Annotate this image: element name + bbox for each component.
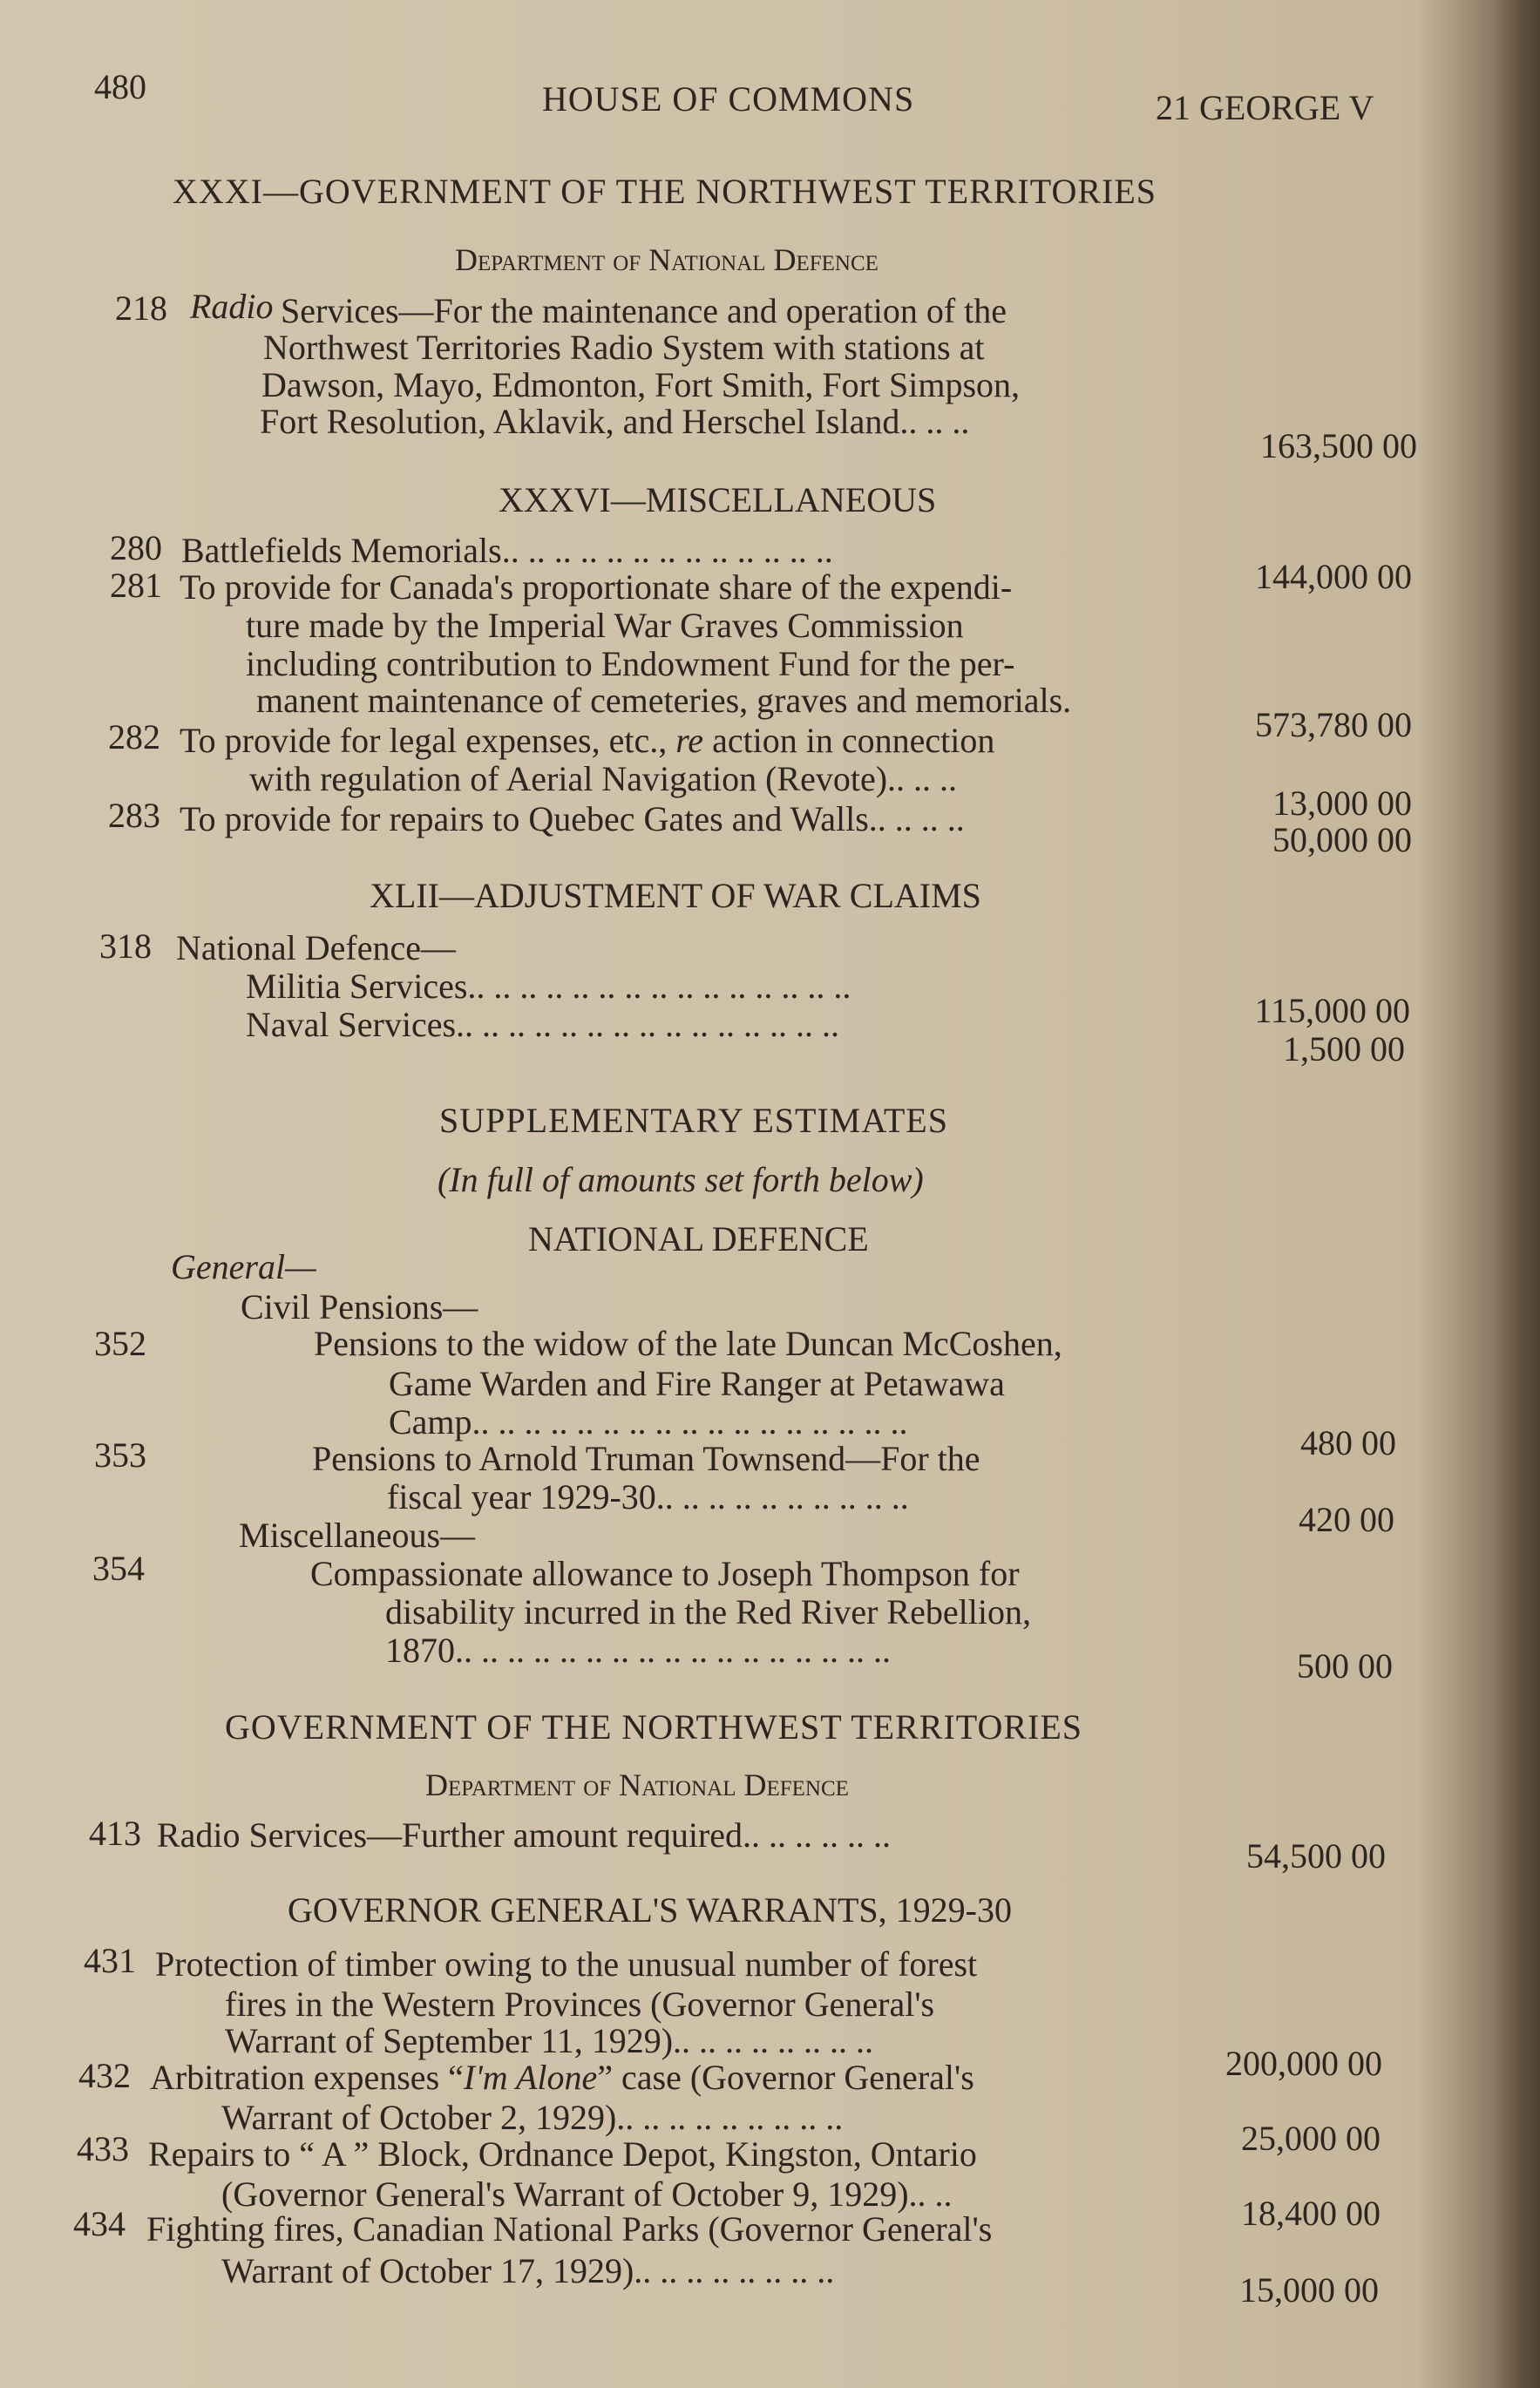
item-line: disability incurred in the Red River Rebellion, [385, 1592, 1031, 1632]
item-line: Warrant of September 11, 1929).. .. .. .. .. .. .. .. [225, 2021, 874, 2060]
item-number: 218 [115, 288, 167, 328]
section-title: XXXVI—MISCELLANEOUS [499, 480, 937, 519]
item-number: 318 [99, 926, 152, 966]
item-number: 353 [94, 1435, 146, 1475]
item-line: Pensions to the widow of the late Duncan McCoshen, [314, 1324, 1062, 1363]
supplementary-subtitle: (In full of amounts set forth below) [438, 1160, 924, 1199]
item-line: Warrant of October 17, 1929).. .. .. .. .. .. .. .. [221, 2251, 835, 2290]
item-line: Dawson, Mayo, Edmonton, Fort Smith, Fort Simpson, [261, 365, 1021, 404]
item-line: National Defence— [176, 928, 456, 967]
item-number: 281 [110, 566, 162, 605]
item-number: 434 [73, 2204, 126, 2243]
department-heading: Department of National Defence [455, 242, 879, 277]
item-number: 282 [108, 717, 160, 756]
item-number: 413 [89, 1814, 141, 1853]
amount: 573,780 00 [1255, 705, 1412, 744]
amount: 500 00 [1297, 1646, 1393, 1686]
amount: 13,000 00 [1272, 784, 1412, 823]
item-line: 1870.. .. .. .. .. .. .. .. .. .. .. .. .. .. .. .. .. [385, 1631, 891, 1670]
national-defence-heading: NATIONAL DEFENCE [528, 1219, 869, 1258]
item-line: Pensions to Arnold Truman Townsend—For the [312, 1439, 980, 1478]
item-line: Radio Services—Further amount required.. .. .. .. .. .. [157, 1815, 892, 1855]
miscellaneous-label: Miscellaneous— [239, 1516, 476, 1555]
item-line: Militia Services.. .. .. .. .. .. .. .. .. .. .. .. .. .. .. [246, 967, 851, 1006]
item-line: Warrant of October 2, 1929).. .. .. .. .. .. .. .. .. [221, 2098, 844, 2137]
item-line: Battlefields Memorials.. .. .. .. .. .. .. .. .. .. .. .. .. [181, 531, 833, 570]
amount: 25,000 00 [1241, 2119, 1381, 2158]
amount: 50,000 00 [1272, 820, 1412, 859]
amount: 1,500 00 [1283, 1029, 1405, 1068]
item-line: Fort Resolution, Aklavik, and Herschel Island.. .. .. [260, 402, 970, 441]
item-line: Fighting fires, Canadian National Parks (Governor General's [146, 2209, 993, 2249]
item-number: 354 [92, 1549, 145, 1588]
item-line: To provide for repairs to Quebec Gates and Walls.. .. .. .. [180, 799, 965, 838]
amount: 163,500 00 [1260, 426, 1417, 465]
item-inline-italic: re [675, 721, 704, 760]
amount: 144,000 00 [1255, 557, 1412, 596]
item-line: Arbitration expenses “I'm Alone” case (Governor General's [150, 2058, 974, 2097]
item-number: 431 [84, 1941, 136, 1980]
item-line: (Governor General's Warrant of October 9, 1929).. .. [221, 2174, 953, 2214]
running-title: HOUSE OF COMMONS [542, 79, 915, 119]
item-line: Compassionate allowance to Joseph Thompson for [310, 1554, 1020, 1593]
item-line: fires in the Western Provinces (Governor General's [225, 1984, 935, 2024]
amount: 420 00 [1299, 1500, 1394, 1539]
regnal-year: 21 GEORGE V [1156, 88, 1374, 127]
department-heading: Department of National Defence [425, 1767, 849, 1802]
item-number: 280 [110, 528, 162, 567]
item-line: including contribution to Endowment Fund for the per- [246, 644, 1015, 683]
item-line: Protection of timber owing to the unusual number of forest [155, 1944, 978, 1984]
item-lead-italic: Radio [190, 287, 274, 326]
amount: 480 00 [1300, 1423, 1396, 1462]
page-number: 480 [94, 67, 146, 106]
amount: 18,400 00 [1241, 2194, 1381, 2233]
item-line: To provide for Canada's proportionate share of the expendi- [180, 567, 1013, 607]
amount: 200,000 00 [1225, 2044, 1382, 2083]
book-spine-shadow [1495, 0, 1540, 2388]
warrants-title: GOVERNOR GENERAL'S WARRANTS, 1929-30 [288, 1890, 1012, 1930]
item-line: with regulation of Aerial Navigation (Revote).. .. .. [249, 759, 958, 798]
item-line: Northwest Territories Radio System with stations at [263, 328, 985, 367]
item-line: fiscal year 1929-30.. .. .. .. .. .. .. .. .. .. [387, 1477, 909, 1516]
supplementary-title: SUPPLEMENTARY ESTIMATES [439, 1101, 948, 1140]
item-line: manent maintenance of cemeteries, graves and memorials. [256, 681, 1072, 720]
item-line: To provide for legal expenses, etc., re action in connection [180, 721, 995, 760]
civil-pensions-label: Civil Pensions— [241, 1287, 478, 1326]
amount: 15,000 00 [1239, 2270, 1379, 2310]
item-line: Camp.. .. .. .. .. .. .. .. .. .. .. .. .. .. .. .. .. [389, 1402, 908, 1442]
nwt-title: GOVERNMENT OF THE NORTHWEST TERRITORIES [225, 1707, 1083, 1747]
item-line: Naval Services.. .. .. .. .. .. .. .. .. .. .. .. .. .. .. [246, 1005, 840, 1044]
item-number: 352 [94, 1324, 146, 1363]
general-label: General— [171, 1247, 316, 1286]
item-number: 283 [108, 796, 160, 835]
item-line: ture made by the Imperial War Graves Commission [246, 606, 964, 645]
amount: 54,500 00 [1246, 1836, 1386, 1876]
item-number: 433 [77, 2129, 129, 2168]
amount: 115,000 00 [1254, 991, 1410, 1030]
item-line: Repairs to “ A ” Block, Ordnance Depot, Kingston, Ontario [148, 2134, 977, 2174]
item-inline-italic: I'm Alone [463, 2058, 598, 2097]
section-title: XLII—ADJUSTMENT OF WAR CLAIMS [370, 876, 981, 915]
section-title: XXXI—GOVERNMENT OF THE NORTHWEST TERRITORIES [173, 172, 1157, 211]
item-line: Services—For the maintenance and operation of the [281, 291, 1007, 330]
item-number: 432 [78, 2056, 131, 2095]
item-line: Game Warden and Fire Ranger at Petawawa [389, 1364, 1005, 1403]
